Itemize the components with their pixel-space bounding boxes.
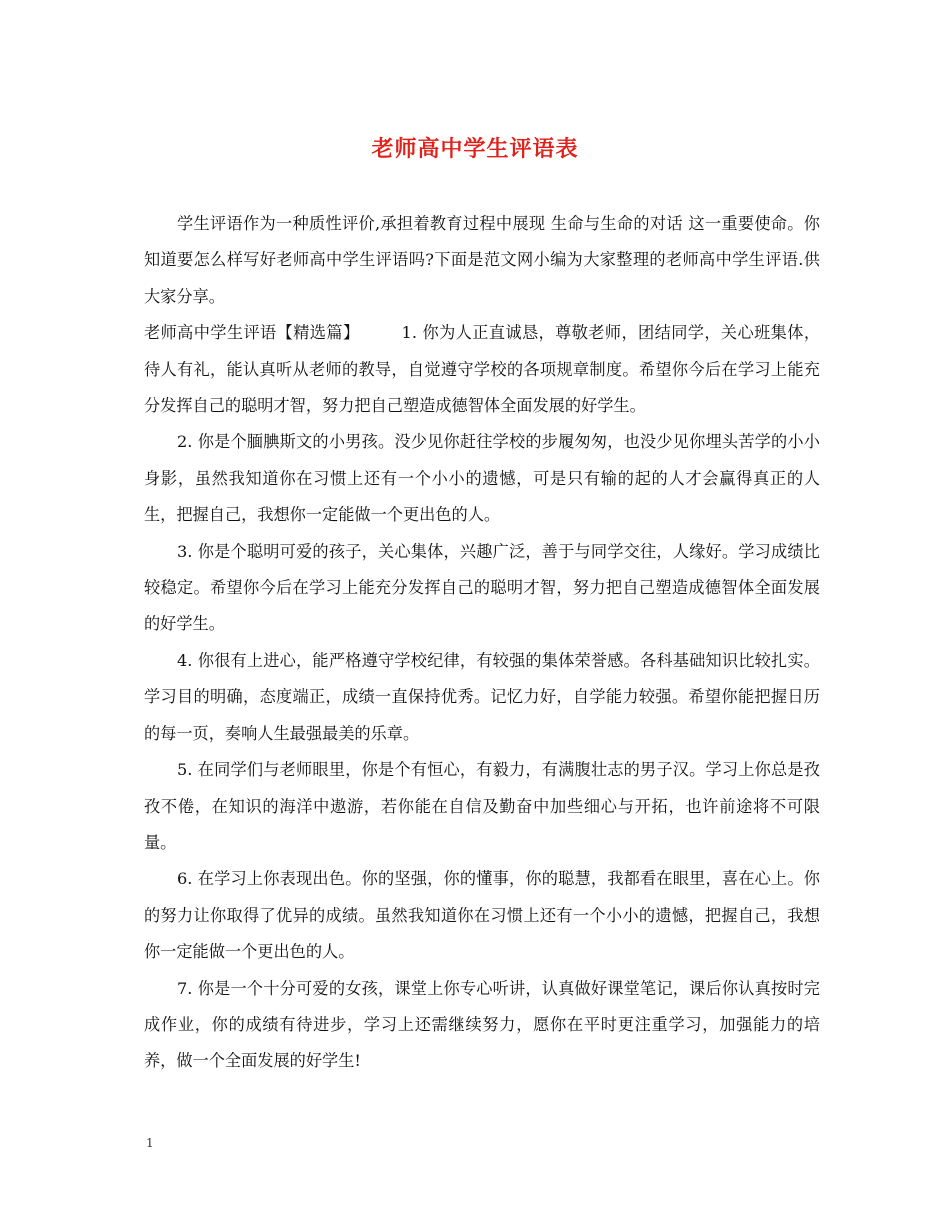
section-heading: 老师高中学生评语【精选篇】: [144, 323, 360, 343]
comment-item-6: 6. 在学习上你表现出色。你的坚强，你的懂事，你的聪慧，我都看在眼里，喜在心上。你的努力让你取得了优异的成绩。虽然我知道你在习惯上还有一个小小的遗憾，把握自己，我想你一定能做一个更出色的人。: [144, 869, 820, 962]
document-title: 老师高中学生评语表: [371, 136, 579, 162]
comment-item-4: 4. 你很有上进心，能严格遵守学校纪律，有较强的集体荣誉感。各科基础知识比较扎实。学习目的明确，态度端正，成绩一直保持优秀。记忆力好，自学能力较强。希望你能把握日历的每一页，奏响人生最强最美的乐章。: [144, 650, 820, 743]
section-paragraph: [144, 315, 820, 424]
comment-item-1: 1. 你为人正直诚恳，尊敬老师，团结同学，关心班集体，待人有礼，能认真听从老师的教导，自觉遵守学校的各项规章制度。希望你今后在学习上能充分发挥自己的聪明才智，努力把自己塑造成德智体全面发展的好学生。: [144, 323, 821, 416]
intro-paragraph: 学生评语作为一种质性评价,承担着教育过程中展现 生命与生命的对话 这一重要使命。你知道要怎么样写好老师高中学生评语吗?下面是范文网小编为大家整理的老师高中学生评语.供大家分享。: [144, 214, 820, 306]
document-body: [144, 206, 820, 1080]
comment-item-7: 7. 你是一个十分可爱的女孩，课堂上你专心听讲，认真做好课堂笔记，课后你认真按时完成作业，你的成绩有待进步，学习上还需继续努力，愿你在平时更注重学习，加强能力的培养，做一个全面发展的好学生!: [144, 978, 820, 1071]
page-number: 1: [146, 1136, 154, 1150]
comment-item-2: 2. 你是个腼腆斯文的小男孩。没少见你赶往学校的步履匆匆，也没少见你埋头苦学的小小身影，虽然我知道你在习惯上还有一个小小的遗憾，可是只有输的起的人才会赢得真正的人生，把握自己，我想你一定能做一个更出色的人。: [144, 432, 820, 525]
comment-item-5: 5. 在同学们与老师眼里，你是个有恒心，有毅力，有满腹壮志的男子汉。学习上你总是孜孜不倦，在知识的海洋中遨游，若你能在自信及勤奋中加些细心与开拓，也许前途将不可限量。: [144, 760, 820, 852]
comment-item-3: 3. 你是个聪明可爱的孩子，关心集体，兴趣广泛，善于与同学交往，人缘好。学习成绩比较稳定。希望你今后在学习上能充分发挥自己的聪明才智，努力把自己塑造成德智体全面发展的好学生。: [144, 541, 820, 634]
